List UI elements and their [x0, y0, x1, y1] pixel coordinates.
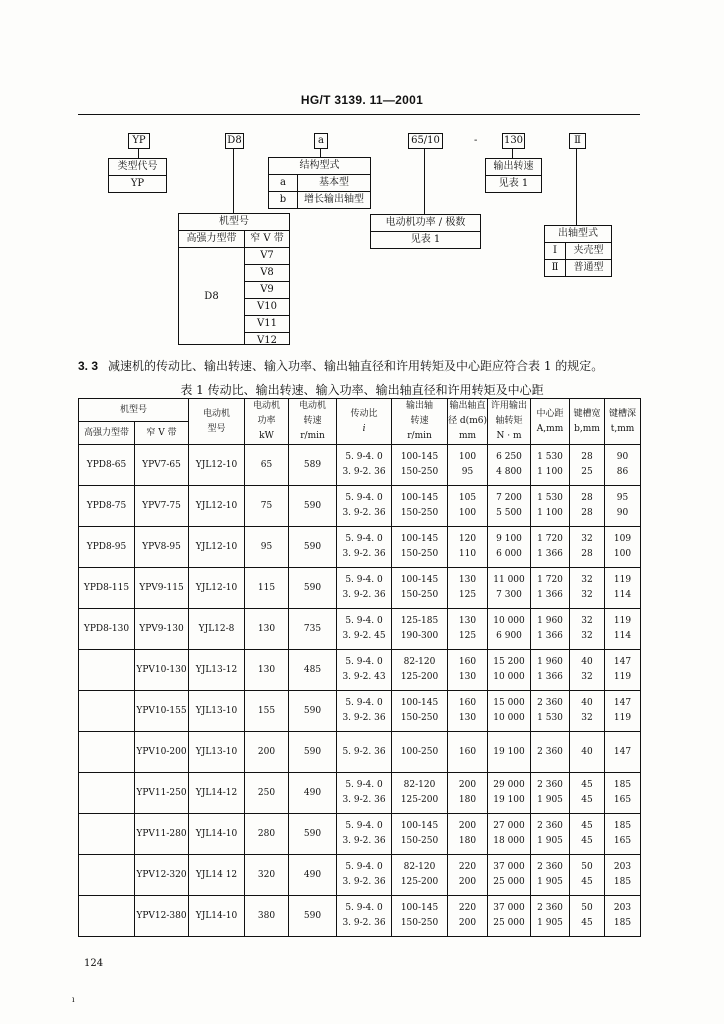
cell-power: 95 — [245, 527, 289, 568]
table-row — [79, 650, 641, 691]
cell-out: 125-185 190-300 — [392, 609, 448, 650]
cell-power: 130 — [245, 609, 289, 650]
cell-torque: 29 000 19 100 — [488, 773, 531, 814]
th-torque: 许用输出 轴转矩 N · m — [488, 399, 531, 445]
cell-dia: 160 — [448, 732, 488, 773]
cell-nv: YPV11-280 — [135, 814, 189, 855]
cell-power: 380 — [245, 896, 289, 937]
cell-speed: 590 — [289, 527, 337, 568]
cell-kd: 185 165 — [605, 814, 641, 855]
cell-kw: 50 45 — [570, 896, 605, 937]
code-box-speed: 130 — [502, 133, 525, 149]
type-code-box: 类型代号 YP — [108, 158, 167, 193]
cell-kd: 185 165 — [605, 773, 641, 814]
cell-dia: 100 95 — [448, 445, 488, 486]
cell-dia: 120 110 — [448, 527, 488, 568]
cell-ratio: 5. 9-4. 0 3. 9-2. 36 — [337, 527, 392, 568]
cell-torque: 9 100 6 000 — [488, 527, 531, 568]
cell-ratio: 5. 9-4. 0 3. 9-2. 36 — [337, 445, 392, 486]
cell-ratio: 5. 9-2. 36 — [337, 732, 392, 773]
cell-kw: 40 32 — [570, 691, 605, 732]
cell-ratio: 5. 9-4. 0 3. 9-2. 36 — [337, 568, 392, 609]
table-row — [79, 896, 641, 937]
table-row — [79, 855, 641, 896]
cell-motor: YJL12-10 — [189, 445, 245, 486]
cell-nv: YPV12-380 — [135, 896, 189, 937]
cell-power: 115 — [245, 568, 289, 609]
table-row — [79, 814, 641, 855]
cell-nv: YPV10-200 — [135, 732, 189, 773]
cell-torque: 15 000 10 000 — [488, 691, 531, 732]
cell-ratio: 5. 9-4. 0 3. 9-2. 36 — [337, 773, 392, 814]
cell-nv: YPV7-65 — [135, 445, 189, 486]
cell-torque: 37 000 25 000 — [488, 855, 531, 896]
cell-kw: 40 — [570, 732, 605, 773]
cell-hp — [79, 773, 135, 814]
cell-torque: 27 000 18 000 — [488, 814, 531, 855]
code-box-a: a — [314, 133, 328, 149]
th-narrow-belt: 窄 V 带 — [135, 422, 189, 445]
cell-power: 280 — [245, 814, 289, 855]
cell-center: 1 960 1 366 — [531, 650, 570, 691]
cell-torque: 11 000 7 300 — [488, 568, 531, 609]
cell-out: 82-120 125-200 — [392, 855, 448, 896]
cell-dia: 130 125 — [448, 609, 488, 650]
table-row — [79, 527, 641, 568]
cell-out: 100-145 150-250 — [392, 445, 448, 486]
code-dash: - — [474, 135, 478, 146]
cell-power: 65 — [245, 445, 289, 486]
cell-nv: YPV12-320 — [135, 855, 189, 896]
th-model: 机型号 — [79, 399, 189, 422]
code-box-power: 65/10 — [408, 133, 443, 149]
cell-motor: YJL12-10 — [189, 527, 245, 568]
cell-kd: 203 185 — [605, 855, 641, 896]
cell-kd: 95 90 — [605, 486, 641, 527]
cell-motor: YJL13-10 — [189, 732, 245, 773]
cell-speed: 590 — [289, 691, 337, 732]
th-hp-belt: 高强力型带 — [79, 422, 135, 445]
cell-speed: 735 — [289, 609, 337, 650]
cell-hp — [79, 855, 135, 896]
footer-mark: ı — [72, 995, 75, 1004]
cell-speed: 485 — [289, 650, 337, 691]
cell-dia: 200 180 — [448, 814, 488, 855]
cell-motor: YJL14-10 — [189, 896, 245, 937]
cell-dia: 105 100 — [448, 486, 488, 527]
cell-kw: 50 45 — [570, 855, 605, 896]
cell-dia: 200 180 — [448, 773, 488, 814]
cell-out: 100-145 150-250 — [392, 896, 448, 937]
cell-center: 1 530 1 100 — [531, 486, 570, 527]
motor-power-box: 电动机功率 / 极数 见表 1 — [370, 214, 481, 249]
cell-speed: 590 — [289, 732, 337, 773]
table-caption: 表 1 传动比、输出转速、输入功率、输出轴直径和许用转矩及中心距 — [180, 383, 544, 397]
cell-torque: 19 100 — [488, 732, 531, 773]
cell-kw: 45 45 — [570, 814, 605, 855]
code-box-shaft: Ⅱ — [569, 133, 586, 149]
cell-kw: 40 32 — [570, 650, 605, 691]
cell-center: 2 360 — [531, 732, 570, 773]
cell-kd: 109 100 — [605, 527, 641, 568]
clause-3-3 — [78, 357, 603, 374]
cell-speed: 590 — [289, 486, 337, 527]
cell-out: 100-145 150-250 — [392, 527, 448, 568]
code-box-d8: D8 — [225, 133, 244, 149]
cell-out: 100-145 150-250 — [392, 814, 448, 855]
cell-kd: 147 — [605, 732, 641, 773]
cell-speed: 490 — [289, 855, 337, 896]
cell-out: 82-120 125-200 — [392, 773, 448, 814]
cell-center: 2 360 1 905 — [531, 814, 570, 855]
cell-kd: 147 119 — [605, 691, 641, 732]
cell-speed: 590 — [289, 814, 337, 855]
cell-power: 200 — [245, 732, 289, 773]
cell-center: 2 360 1 905 — [531, 773, 570, 814]
cell-kw: 32 28 — [570, 527, 605, 568]
table-row — [79, 732, 641, 773]
cell-ratio: 5. 9-4. 0 3. 9-2. 36 — [337, 486, 392, 527]
cell-speed: 589 — [289, 445, 337, 486]
cell-power: 75 — [245, 486, 289, 527]
cell-dia: 160 130 — [448, 650, 488, 691]
th-shaft-dia: 输出轴直 径 d(m6) mm — [448, 399, 488, 445]
cell-ratio: 5. 9-4. 0 3. 9-2. 45 — [337, 609, 392, 650]
cell-hp — [79, 691, 135, 732]
cell-motor: YJL14-12 — [189, 773, 245, 814]
cell-dia: 220 200 — [448, 896, 488, 937]
page-header: HG/T 3139. 11—2001 — [300, 93, 424, 107]
table-row — [79, 609, 641, 650]
th-power: 电动机 功率 kW — [245, 399, 289, 445]
cell-power: 155 — [245, 691, 289, 732]
cell-power: 130 — [245, 650, 289, 691]
table-row — [79, 773, 641, 814]
cell-power: 320 — [245, 855, 289, 896]
cell-motor: YJL13-12 — [189, 650, 245, 691]
cell-ratio: 5. 9-4. 0 3. 9-2. 36 — [337, 691, 392, 732]
cell-nv: YPV8-95 — [135, 527, 189, 568]
cell-hp — [79, 896, 135, 937]
cell-motor: YJL14 12 — [189, 855, 245, 896]
cell-hp — [79, 650, 135, 691]
cell-ratio: 5. 9-4. 0 3. 9-2. 36 — [337, 814, 392, 855]
cell-hp: YPD8-95 — [79, 527, 135, 568]
cell-kd: 203 185 — [605, 896, 641, 937]
cell-motor: YJL12-10 — [189, 568, 245, 609]
cell-motor: YJL14-10 — [189, 814, 245, 855]
cell-out: 82-120 125-200 — [392, 650, 448, 691]
cell-motor: YJL13-10 — [189, 691, 245, 732]
cell-kd: 119 114 — [605, 609, 641, 650]
header-rule — [78, 114, 640, 115]
cell-kw: 28 28 — [570, 486, 605, 527]
cell-kw: 28 25 — [570, 445, 605, 486]
cell-nv: YPV10-155 — [135, 691, 189, 732]
cell-hp: YPD8-115 — [79, 568, 135, 609]
cell-dia: 160 130 — [448, 691, 488, 732]
cell-dia: 220 200 — [448, 855, 488, 896]
cell-center: 1 720 1 366 — [531, 568, 570, 609]
table-row — [79, 691, 641, 732]
cell-hp: YPD8-65 — [79, 445, 135, 486]
cell-center: 2 360 1 905 — [531, 896, 570, 937]
cell-nv: YPV9-130 — [135, 609, 189, 650]
cell-nv: YPV10-130 — [135, 650, 189, 691]
cell-hp — [79, 732, 135, 773]
cell-out: 100-145 150-250 — [392, 568, 448, 609]
cell-torque: 7 200 5 500 — [488, 486, 531, 527]
th-center: 中心距 A,mm — [531, 399, 570, 445]
output-speed-box: 输出转速 见表 1 — [485, 158, 542, 193]
table-row — [79, 568, 641, 609]
cell-dia: 130 125 — [448, 568, 488, 609]
structure-box: 结构型式 a 基本型 b 增长输出轴型 — [268, 157, 371, 209]
cell-torque: 10 000 6 900 — [488, 609, 531, 650]
clause-number: 3. 3 — [78, 359, 99, 373]
th-key-width: 键槽宽 b,mm — [570, 399, 605, 445]
cell-out: 100-145 150-250 — [392, 486, 448, 527]
cell-torque: 37 000 25 000 — [488, 896, 531, 937]
th-ratio: 传动比 i — [337, 399, 392, 445]
clause-text: 减速机的传动比、输出转速、输入功率、输出轴直径和许用转矩及中心距应符合表 1 的规定。 — [108, 359, 604, 373]
cell-ratio: 5. 9-4. 0 3. 9-2. 36 — [337, 896, 392, 937]
cell-hp: YPD8-75 — [79, 486, 135, 527]
cell-out: 100-145 150-250 — [392, 691, 448, 732]
cell-speed: 490 — [289, 773, 337, 814]
cell-nv: YPV11-250 — [135, 773, 189, 814]
cell-center: 1 530 1 100 — [531, 445, 570, 486]
cell-out: 100-250 — [392, 732, 448, 773]
cell-power: 250 — [245, 773, 289, 814]
page-number: 124 — [84, 958, 104, 969]
cell-torque: 15 200 10 000 — [488, 650, 531, 691]
cell-kw: 45 45 — [570, 773, 605, 814]
cell-kw: 32 32 — [570, 609, 605, 650]
cell-ratio: 5. 9-4. 0 3. 9-2. 36 — [337, 855, 392, 896]
cell-kd: 147 119 — [605, 650, 641, 691]
model-box: 机型号 高强力型带 窄 V 带 D8 V7 V8 V9 V10 V11 V12 — [178, 213, 290, 345]
th-out-speed: 输出轴 转速 r/min — [392, 399, 448, 445]
cell-hp: YPD8-130 — [79, 609, 135, 650]
cell-center: 1 720 1 366 — [531, 527, 570, 568]
cell-kd: 90 86 — [605, 445, 641, 486]
cell-center: 2 360 1 905 — [531, 855, 570, 896]
cell-hp — [79, 814, 135, 855]
cell-ratio: 5. 9-4. 0 3. 9-2. 43 — [337, 650, 392, 691]
cell-speed: 590 — [289, 896, 337, 937]
cell-motor: YJL12-10 — [189, 486, 245, 527]
cell-kw: 32 32 — [570, 568, 605, 609]
cell-center: 2 360 1 530 — [531, 691, 570, 732]
table-row — [79, 445, 641, 486]
th-motor-model: 电动机 型号 — [189, 399, 245, 445]
shaft-type-box: 出轴型式 Ⅰ 夹壳型 Ⅱ 普通型 — [544, 225, 612, 277]
cell-nv: YPV7-75 — [135, 486, 189, 527]
cell-kd: 119 114 — [605, 568, 641, 609]
table-row — [79, 486, 641, 527]
th-key-depth: 键槽深 t,mm — [605, 399, 641, 445]
cell-motor: YJL12-8 — [189, 609, 245, 650]
cell-speed: 590 — [289, 568, 337, 609]
th-speed: 电动机 转速 r/min — [289, 399, 337, 445]
cell-center: 1 960 1 366 — [531, 609, 570, 650]
cell-torque: 6 250 4 800 — [488, 445, 531, 486]
code-box-yp: YP — [128, 133, 150, 149]
spec-table — [78, 398, 641, 937]
cell-nv: YPV9-115 — [135, 568, 189, 609]
